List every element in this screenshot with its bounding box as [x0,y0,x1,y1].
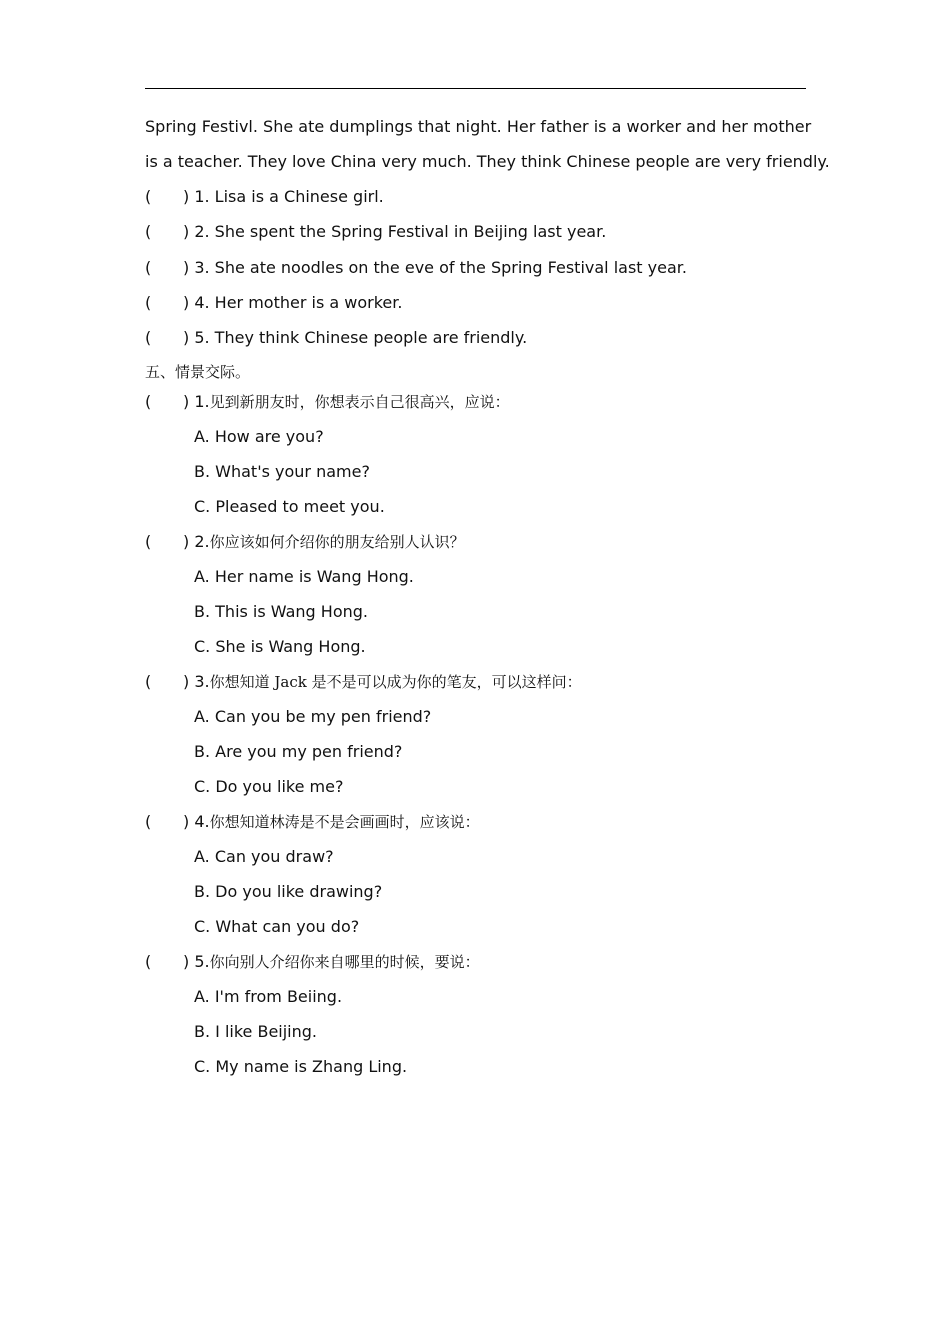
option-c: C. What can you do? [194,917,360,936]
answer-paren[interactable]: ( [145,222,152,241]
answer-paren[interactable]: ( [145,187,152,206]
tf-question-1 [145,187,384,207]
option-b: B. This is Wang Hong. [194,602,368,621]
question-number: ) 4. [183,812,210,831]
question-prompt: 你应该如何介绍你的朋友给别人认识？ [209,533,465,551]
option-a: A. Her name is Wang Hong. [194,567,414,586]
option-a: A. How are you? [194,427,324,446]
tf-question-text: ) 5. They think Chinese people are friendly. [183,328,528,347]
tf-question-text: ) 3. She ate noodles on the eve of the Spring Festival last year. [183,258,687,277]
question-number: ) 5. [183,952,210,971]
situation-question-4 [145,812,480,832]
tf-question-4 [145,293,402,313]
answer-paren[interactable]: ( [145,812,152,831]
answer-paren[interactable]: ( [145,672,152,691]
situation-question-3 [145,672,582,692]
option-c: C. Pleased to meet you. [194,497,385,516]
tf-question-2 [145,222,606,242]
option-c: C. Do you like me? [194,777,344,796]
section-heading: 五、情景交际。 [145,363,251,381]
situation-question-1 [145,392,510,412]
tf-question-5 [145,328,527,348]
option-b: B. I like Beijing. [194,1022,318,1041]
tf-question-text: ) 4. Her mother is a worker. [183,293,403,312]
header-rule [145,88,806,89]
answer-paren[interactable]: ( [145,328,152,347]
answer-paren[interactable]: ( [145,392,152,411]
question-prompt: 你想知道 Jack 是不是可以成为你的笔友，可以这样问： [209,673,582,691]
option-a: A. Can you be my pen friend? [194,707,432,726]
situation-question-5 [145,952,480,972]
tf-question-3 [145,258,687,278]
option-a: A. I'm from Beiing. [194,987,343,1006]
passage-line-2: is a teacher. They love China very much. They think Chinese people are very friendly. [145,152,830,171]
answer-paren[interactable]: ( [145,952,152,971]
question-number: ) 1. [183,392,210,411]
option-b: B. Are you my pen friend? [194,742,403,761]
passage-line-1: Spring Festivl. She ate dumplings that night. Her father is a worker and her mother [145,117,812,136]
answer-paren[interactable]: ( [145,258,152,277]
situation-question-2 [145,532,465,552]
option-b: B. What's your name? [194,462,370,481]
question-number: ) 3. [183,672,210,691]
option-a: A. Can you draw? [194,847,334,866]
question-prompt: 见到新朋友时，你想表示自己很高兴，应说： [209,393,510,411]
answer-paren[interactable]: ( [145,532,152,551]
tf-question-text: ) 1. Lisa is a Chinese girl. [183,187,384,206]
option-b: B. Do you like drawing? [194,882,383,901]
option-c: C. My name is Zhang Ling. [194,1057,408,1076]
question-number: ) 2. [183,532,210,551]
tf-question-text: ) 2. She spent the Spring Festival in Beijing last year. [183,222,607,241]
question-prompt: 你向别人介绍你来自哪里的时候，要说： [209,953,480,971]
option-c: C. She is Wang Hong. [194,637,366,656]
answer-paren[interactable]: ( [145,293,152,312]
question-prompt: 你想知道林涛是不是会画画时，应该说： [209,813,480,831]
